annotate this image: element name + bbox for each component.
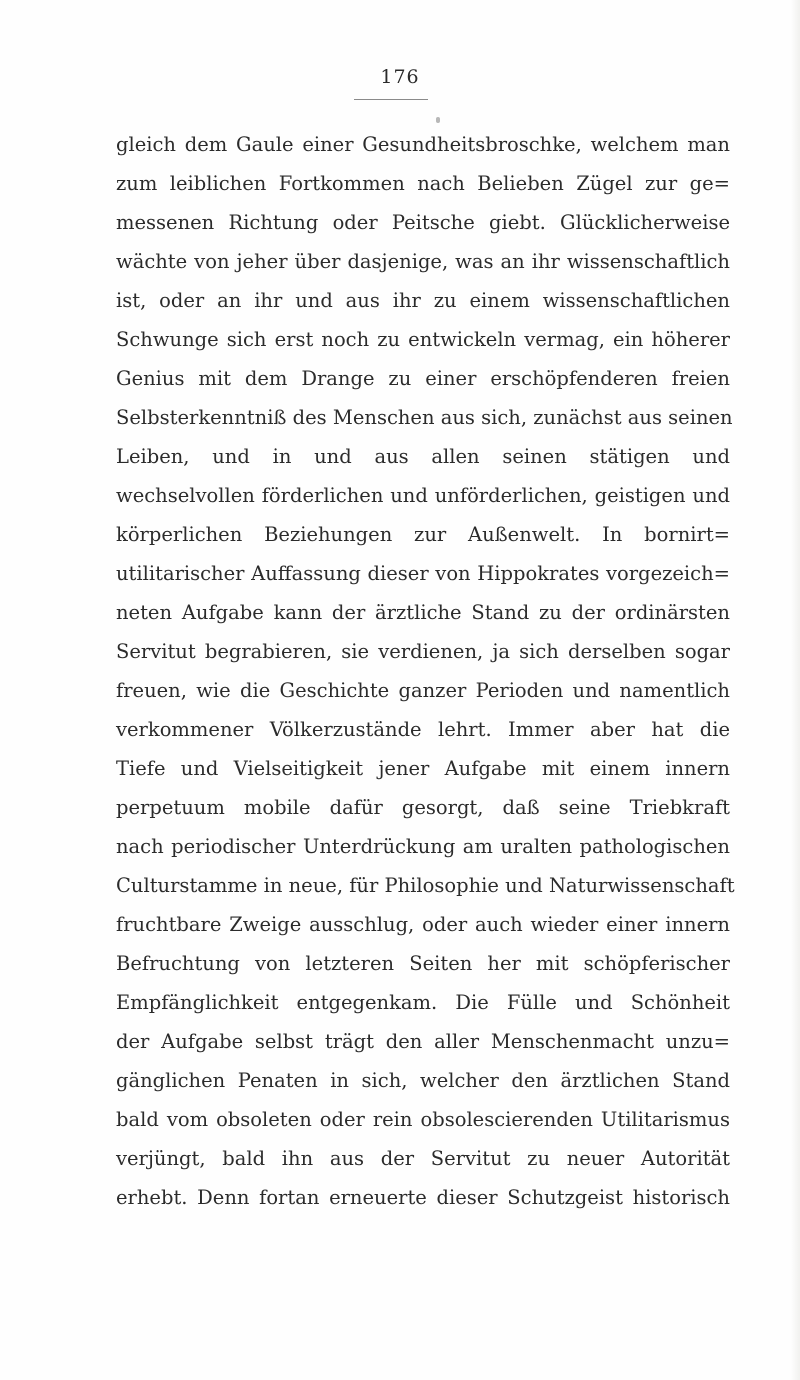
text-line: verkommener Völkerzustände lehrt. Immer aber hat die — [116, 718, 730, 741]
text-line: messenen Richtung oder Peitsche giebt. Glücklicherweise — [116, 211, 730, 234]
text-line: bald vom obsoleten oder rein obsolescierenden Utilitarismus — [116, 1108, 730, 1131]
text-line: zum leiblichen Fortkommen nach Belieben Zügel zur ge= — [116, 172, 730, 195]
text-line: Empfänglichkeit entgegenkam. Die Fülle und Schönheit — [116, 991, 730, 1014]
text-line: wächte von jeher über dasjenige, was an ihr wissenschaftlich — [116, 250, 730, 273]
text-line: Servitut begrabieren, sie verdienen, ja sich derselben sogar — [116, 640, 730, 663]
text-line: körperlichen Beziehungen zur Außenwelt. In bornirt= — [116, 523, 730, 546]
text-line: gleich dem Gaule einer Gesundheitsbroschke, welchem man — [116, 133, 730, 156]
text-line: der Aufgabe selbst trägt den aller Menschenmacht unzu= — [116, 1030, 730, 1053]
text-line: freuen, wie die Geschichte ganzer Perioden und namentlich — [116, 679, 730, 702]
page-number: 176 — [380, 66, 420, 88]
text-line: Culturstamme in neue, für Philosophie und Naturwissenschaft — [116, 874, 735, 897]
text-line: fruchtbare Zweige ausschlug, oder auch wieder einer innern — [116, 913, 730, 936]
text-line: perpetuum mobile dafür gesorgt, daß seine Triebkraft — [116, 796, 730, 819]
header-rule — [354, 99, 428, 100]
text-line: Genius mit dem Drange zu einer erschöpfenderen freien — [116, 367, 730, 390]
text-line: erhebt. Denn fortan erneuerte dieser Schutzgeist historisch — [116, 1186, 730, 1209]
text-line: verjüngt, bald ihn aus der Servitut zu neuer Autorität — [116, 1147, 730, 1170]
body-text — [116, 125, 735, 1217]
page-edge-shadow — [790, 0, 800, 1380]
text-line: Leiben, und in und aus allen seinen stätigen und — [116, 445, 730, 468]
text-line: Befruchtung von letzteren Seiten her mit schöpferischer — [116, 952, 730, 975]
text-line: wechselvollen förderlichen und unförderlichen, geistigen und — [116, 484, 730, 507]
ink-mark — [436, 117, 440, 123]
text-line: Schwunge sich erst noch zu entwickeln vermag, ein höherer — [116, 328, 730, 351]
text-line: gänglichen Penaten in sich, welcher den ärztlichen Stand — [116, 1069, 730, 1092]
text-line: neten Aufgabe kann der ärztliche Stand zu der ordinärsten — [116, 601, 730, 624]
text-line: nach periodischer Unterdrückung am uralten pathologischen — [116, 835, 730, 858]
text-line: utilitarischer Auffassung dieser von Hippokrates vorgezeich= — [116, 562, 730, 585]
text-line: Tiefe und Vielseitigkeit jener Aufgabe mit einem innern — [116, 757, 730, 780]
text-line: ist, oder an ihr und aus ihr zu einem wissenschaftlichen — [116, 289, 730, 312]
text-line: Selbsterkenntniß des Menschen aus sich, zunächst aus seinen — [116, 406, 733, 429]
